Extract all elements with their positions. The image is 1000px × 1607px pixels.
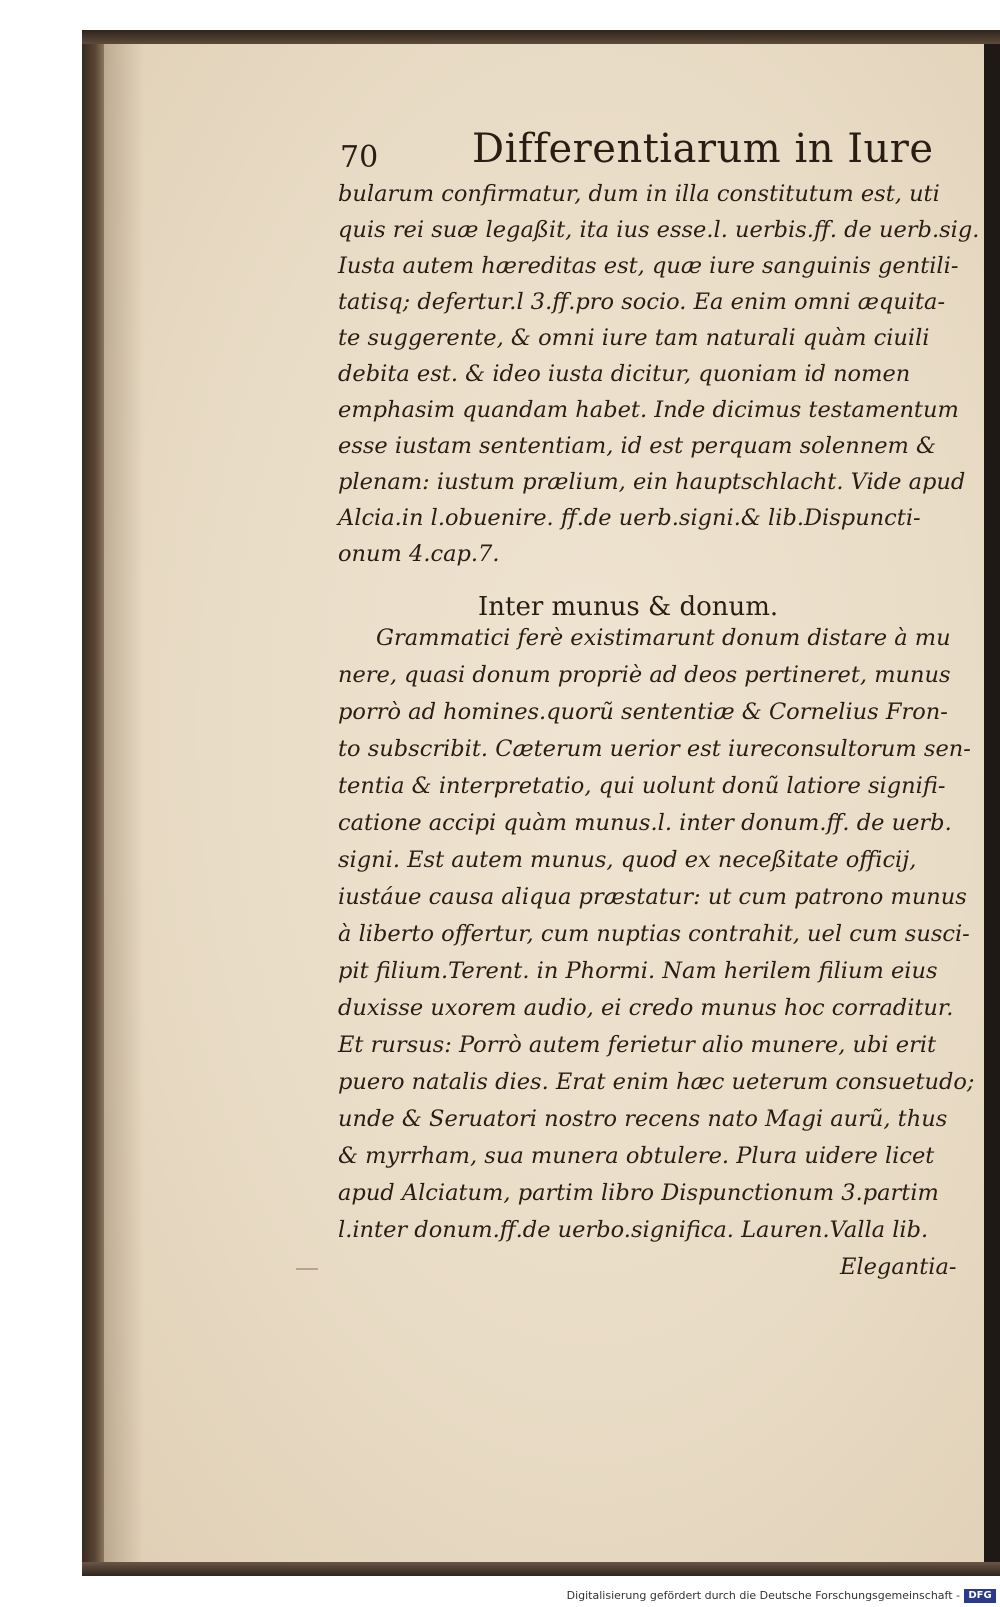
funding-notice: Digitalisierung gefördert durch die Deutsche Forschungsgemeinschaft - — [566, 1589, 960, 1602]
text-line: l.inter donum.ff.de uerbo.significa. Lauren.Valla lib. — [338, 1217, 929, 1243]
text-line: esse iustam sententiam, id est perquam solennem & — [338, 433, 937, 459]
text-line: onum 4.cap.7. — [338, 541, 500, 567]
page-number: 70 — [340, 140, 379, 175]
catchword: Elegantia- — [840, 1254, 957, 1280]
text-line: unde & Seruatori nostro recens nato Magi aurũ, thus — [338, 1106, 948, 1132]
gutter-shadow — [104, 44, 144, 1562]
text-line: Alcia.in l.obuenire. ff.de uerb.signi.& lib.Dispuncti- — [338, 505, 921, 531]
scanner-background-strip — [984, 30, 1000, 1576]
text-line: pit filium.Terent. in Phormi. Nam herilem filium eius — [338, 958, 938, 984]
text-line: Et rursus: Porrò autem ferietur alio munere, ubi erit — [338, 1032, 937, 1058]
text-line: duxisse uxorem audio, ei credo munus hoc corraditur. — [338, 995, 954, 1021]
text-line: & myrrham, sua munera obtulere. Plura uidere licet — [338, 1143, 935, 1169]
text-line: signi. Est autem munus, quod ex neceßitate officij, — [338, 847, 917, 873]
book-edge-left — [82, 30, 104, 1570]
footer-bar — [0, 1587, 1000, 1607]
page-header — [340, 126, 934, 182]
margin-mark — [296, 1268, 318, 1270]
text-line: nere, quasi donum propriè ad deos pertineret, munus — [338, 662, 951, 688]
text-line: tatisq; defertur.l 3.ff.pro socio. Ea enim omni æquita- — [338, 289, 946, 315]
dfg-logo-icon: DFG — [964, 1589, 996, 1603]
text-line: porrò ad homines.quorũ sententiæ & Cornelius Fron- — [338, 699, 948, 725]
section-heading: Inter munus & donum. — [478, 592, 779, 622]
text-line: apud Alciatum, partim libro Dispunctionum 3.partim — [338, 1180, 939, 1206]
text-line: Grammatici ferè existimarunt donum distare à mu — [376, 625, 951, 651]
text-line: puero natalis dies. Erat enim hæc ueterum consuetudo; — [338, 1069, 975, 1095]
text-line: catione accipi quàm munus.l. inter donum.ff. de uerb. — [338, 810, 952, 836]
text-line: te suggerente, & omni iure tam naturali quàm ciuili — [338, 325, 930, 351]
text-line: Iusta autem hæreditas est, quæ iure sanguinis gentili- — [338, 253, 959, 279]
text-line: quis rei suæ legaßit, ita ius esse.l. uerbis.ff. de uerb.sig. — [338, 217, 980, 243]
text-line: emphasim quandam habet. Inde dicimus testamentum — [338, 397, 959, 423]
text-line: to subscribit. Cæterum uerior est iureconsultorum sen- — [338, 736, 971, 762]
text-line: iustáue causa aliqua præstatur: ut cum patrono munus — [338, 884, 967, 910]
text-line: bularum confirmatur, dum in illa constitutum est, uti — [338, 181, 940, 207]
text-line: tentia & interpretatio, qui uolunt donũ latiore signifi- — [338, 773, 946, 799]
book-edge-bottom — [82, 1562, 1000, 1576]
text-line: plenam: iustum prælium, ein hauptschlacht. Vide apud — [338, 469, 966, 495]
text-line: à liberto offertur, cum nuptias contrahit, uel cum susci- — [338, 921, 970, 947]
text-line: debita est. & ideo iusta dicitur, quoniam id nomen — [338, 361, 911, 387]
running-head: Differentiarum in Iure — [472, 126, 934, 172]
book-edge-top — [82, 30, 1000, 44]
